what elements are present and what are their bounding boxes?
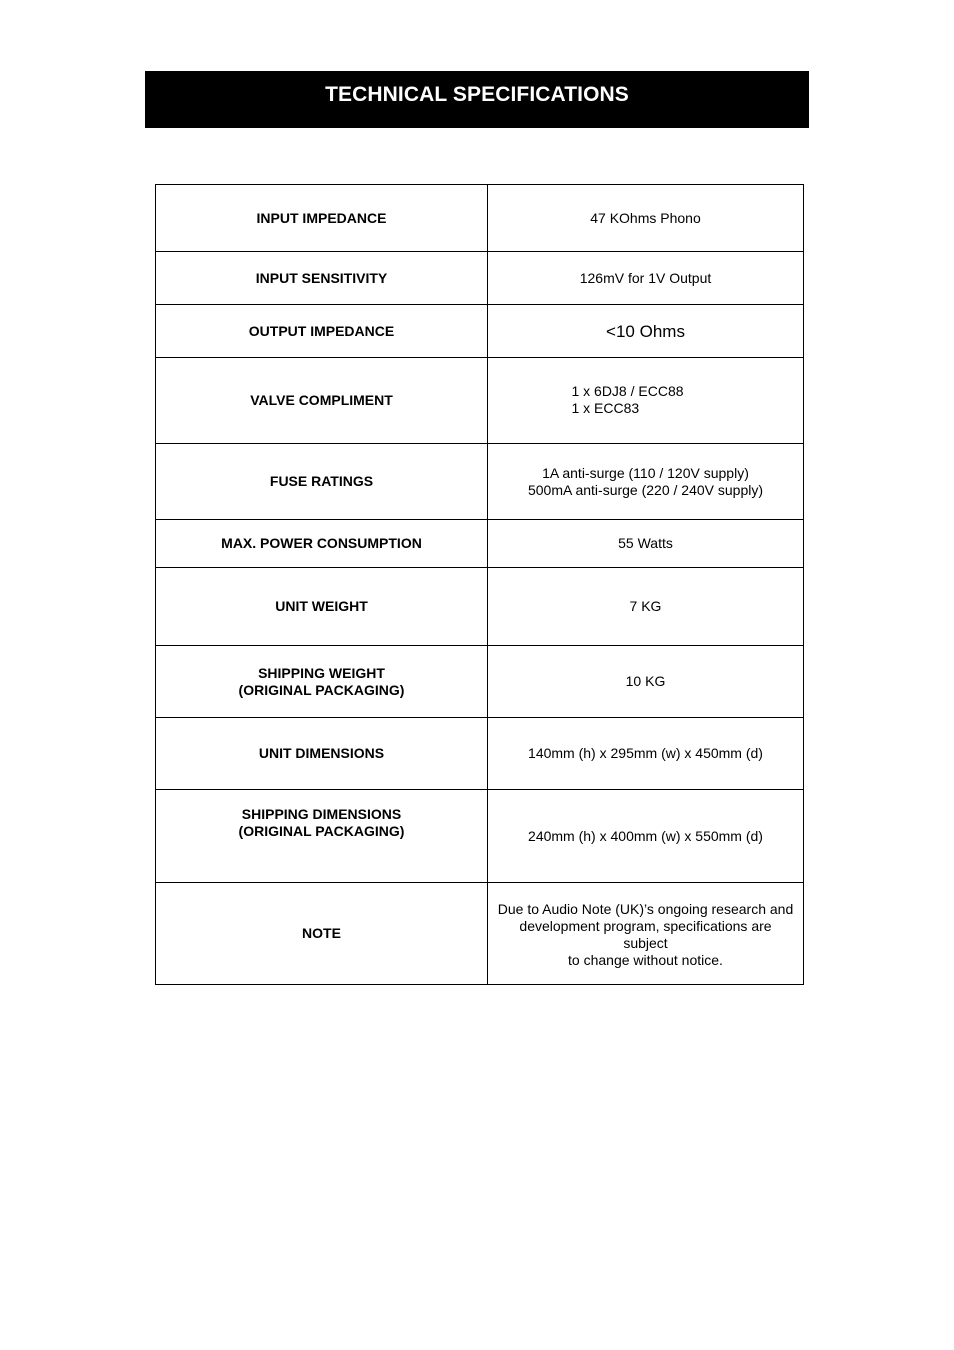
spec-value: Due to Audio Note (UK)’s ongoing research and development program, specifications are subject to change without notice.: [488, 883, 804, 985]
table-row: [156, 568, 804, 646]
spec-label: UNIT DIMENSIONS: [156, 718, 488, 790]
title-banner: [145, 71, 809, 128]
spec-label: INPUT SENSITIVITY: [156, 252, 488, 305]
spec-label: VALVE COMPLIMENT: [156, 358, 488, 444]
spec-label: SHIPPING WEIGHT (ORIGINAL PACKAGING): [156, 646, 488, 718]
spec-value: 10 KG: [488, 646, 804, 718]
spec-label: UNIT WEIGHT: [156, 568, 488, 646]
table-row: [156, 646, 804, 718]
spec-value: 140mm (h) x 295mm (w) x 450mm (d): [488, 718, 804, 790]
spec-value: 1 x 6DJ8 / ECC88 1 x ECC83: [488, 358, 804, 444]
spec-value: 1A anti-surge (110 / 120V supply) 500mA anti-surge (220 / 240V supply): [488, 444, 804, 520]
table-row: [156, 305, 804, 358]
table-row: [156, 358, 804, 444]
spec-value: 55 Watts: [488, 520, 804, 568]
spec-value: <10 Ohms: [488, 305, 804, 358]
table-row: [156, 444, 804, 520]
table-row: [156, 252, 804, 305]
page-title: TECHNICAL SPECIFICATIONS: [325, 83, 629, 106]
table-row: [156, 185, 804, 252]
spec-label: FUSE RATINGS: [156, 444, 488, 520]
spec-value: 7 KG: [488, 568, 804, 646]
table-row: [156, 883, 804, 985]
spec-label: NOTE: [156, 883, 488, 985]
specifications-table: [155, 184, 804, 985]
spec-value: 47 KOhms Phono: [488, 185, 804, 252]
table-row: [156, 718, 804, 790]
spec-value: 126mV for 1V Output: [488, 252, 804, 305]
spec-label: OUTPUT IMPEDANCE: [156, 305, 488, 358]
table-row: [156, 520, 804, 568]
spec-label: MAX. POWER CONSUMPTION: [156, 520, 488, 568]
spec-label: SHIPPING DIMENSIONS (ORIGINAL PACKAGING): [156, 790, 488, 883]
table-row: [156, 790, 804, 883]
spec-label: INPUT IMPEDANCE: [156, 185, 488, 252]
spec-value: 240mm (h) x 400mm (w) x 550mm (d): [488, 790, 804, 883]
